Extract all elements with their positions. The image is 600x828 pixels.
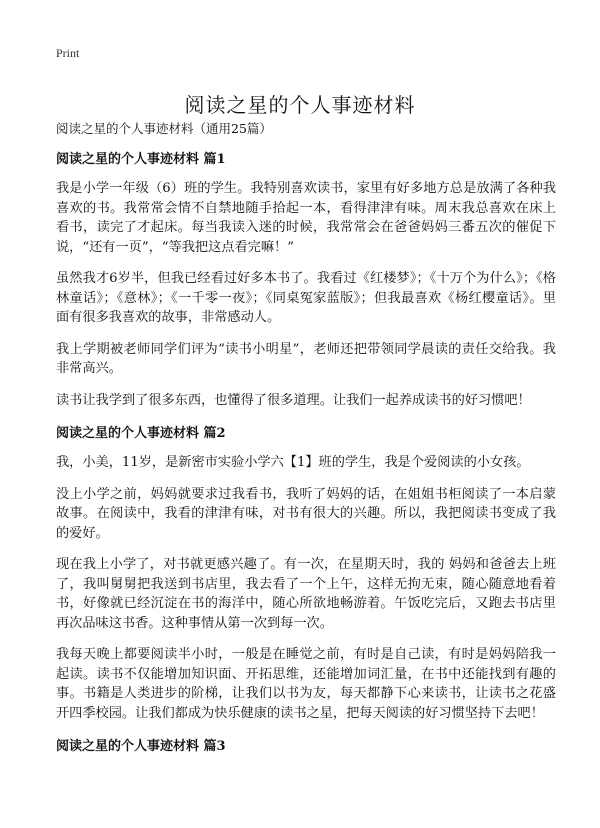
paragraph: 我上学期被老师同学们评为“读书小明星”，老师还把带领同学晨读的责任交给我。我非常高兴。 (56, 341, 556, 376)
section-heading-2: 阅读之星的个人事迹材料 篇2 (56, 426, 226, 441)
paragraph: 现在我上小学了，对书就更感兴趣了。有一次，在星期天时，我的 妈妈和爸爸去上班了，我叫舅舅把我送到书店里，我去看了一个上午，这样无拘无束，随心随意地看着书，好像就已经沉淀在书的海洋中，随心所欲地畅游着。午饭吃完后，又跑去书店里再次品味这书香。这种事情从第一次到每一次。 (56, 557, 556, 631)
print-link[interactable]: Print (56, 46, 80, 60)
paragraph: 我每天晚上都要阅读半小时，一般是在睡觉之前，有时是自己读，有时是妈妈陪我一起读。读书不仅能增加知识面、开拓思维，还能增加词汇量，在书中还能找到有趣的事。书籍是人类进步的阶梯，让我们以书为友，每天都静下心来读书，让读书之花盛开四季校园。让我们都成为快乐健康的读书之星，把每天阅读的好习惯坚持下去吧！ (56, 647, 556, 721)
paragraph: 虽然我才6岁半，但我已经看过好多本书了。我看过《红楼梦》；《十万个为什么》；《格林童话》；《意林》；《一千零一夜》；《同桌冤家蓝版》；但我最喜欢《杨红樱童话》。里面有很多我喜欢的故事，非常感动人。 (56, 271, 556, 325)
document-subtitle: 阅读之星的个人事迹材料（通用25篇） (56, 121, 272, 136)
paragraph: 我，小美，11岁，是新密市实验小学六【1】班的学生，我是个爱阅读的小女孩。 (56, 455, 530, 470)
paragraph: 读书让我学到了很多东西，也懂得了很多道理。让我们一起养成读书的好习惯吧！ (56, 392, 531, 408)
document-title: 阅读之星的个人事迹材料 (184, 93, 416, 118)
section-heading-3: 阅读之星的个人事迹材料 篇3 (56, 739, 226, 754)
section-heading-1: 阅读之星的个人事迹材料 篇1 (56, 152, 226, 167)
paragraph: 没上小学之前，妈妈就要求过我看书，我听了妈妈的话，在姐姐书柜阅读了一本启蒙故事。在阅读中，我看的津津有味，对书有很大的兴趣。所以，我把阅读书变成了我的爱好。 (56, 486, 556, 541)
document-body (56, 148, 556, 766)
paragraph: 我是小学一年级（6）班的学生。我特别喜欢读书，家里有好多地方总是放满了各种我喜欢的书。我常常会情不自禁地随手拾起一本，看得津津有味。周末我总喜欢在床上看书，读完了才起床。每当我读入迷的时候，我常常会在爸爸妈妈三番五次的催促下说，“还有一页”，“等我把这点看完嘛！” (56, 181, 556, 255)
